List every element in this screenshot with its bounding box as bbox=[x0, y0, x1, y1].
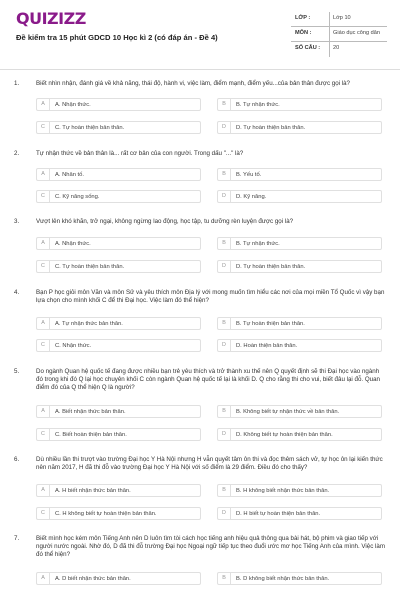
option-text: B. Yếu tố. bbox=[236, 171, 262, 178]
option-text: A. Tự nhận thức bản thân. bbox=[55, 320, 123, 327]
option-text: C. Tự hoàn thiện bản thân. bbox=[55, 124, 125, 131]
question-text: Vượt lên khó khăn, trở ngại, không ngừng lao động, học tập, tu dưỡng rèn luyện được gọi là? bbox=[36, 218, 294, 225]
meta-value: Giáo dục công dân bbox=[333, 30, 380, 36]
option-b[interactable] bbox=[217, 572, 382, 585]
question-number: 5. bbox=[14, 368, 20, 375]
question-number: 3. bbox=[14, 218, 20, 225]
option-text: B. H không biết nhận thức bản thân. bbox=[236, 487, 330, 494]
meta-value: Lớp 10 bbox=[333, 15, 351, 21]
option-text: D. Không biết tự hoàn thiện bản thân. bbox=[236, 431, 333, 438]
option-a[interactable] bbox=[36, 405, 201, 418]
question-number: 6. bbox=[14, 456, 20, 463]
option-text: A. Nhận thức. bbox=[55, 240, 91, 247]
question-number: 2. bbox=[14, 150, 20, 157]
header-divider bbox=[0, 69, 400, 70]
meta-divider bbox=[329, 27, 330, 41]
option-letter: D bbox=[218, 429, 231, 440]
question-text: Biết nhìn nhận, đánh giá về khả năng, thái độ, hành vi, việc làm, điểm mạnh, điểm yếu...của bản thân được gọi là? bbox=[36, 80, 350, 87]
option-letter: B bbox=[218, 573, 231, 584]
option-b[interactable] bbox=[217, 484, 382, 497]
option-letter: D bbox=[218, 191, 231, 202]
option-d[interactable] bbox=[217, 428, 382, 441]
meta-row-count bbox=[291, 42, 387, 57]
option-c[interactable] bbox=[36, 507, 201, 520]
option-d[interactable] bbox=[217, 507, 382, 520]
question-number: 4. bbox=[14, 289, 20, 296]
question-text: Dù nhiều lần thi trượt vào trường Đại học Y Hà Nội nhưng H vẫn quyết tâm ôn thi và đọc thêm sách vở, tự học ôn lại kiến thức nên năm 2017, H đã thi đỗ vào trường Đại học Y Hà Nội với số điểm là 29 điểm. Điều đó cho thấy? bbox=[36, 456, 383, 472]
meta-row-class bbox=[291, 12, 387, 27]
option-a[interactable] bbox=[36, 237, 201, 250]
option-letter: C bbox=[37, 261, 50, 272]
option-d[interactable] bbox=[217, 121, 382, 134]
quizizz-logo: QUIZIZZ bbox=[16, 9, 86, 28]
question-text: Tự nhận thức về bản thân là... rất cơ bản của con người. Trong dấu "..." là? bbox=[36, 150, 244, 157]
option-letter: C bbox=[37, 508, 50, 519]
option-a[interactable] bbox=[36, 168, 201, 181]
option-letter: C bbox=[37, 429, 50, 440]
option-text: C. Kỹ năng sống. bbox=[55, 193, 100, 200]
option-letter: C bbox=[37, 122, 50, 133]
option-d[interactable] bbox=[217, 339, 382, 352]
option-letter: C bbox=[37, 191, 50, 202]
option-text: C. Biết hoàn thiện bản thân. bbox=[55, 431, 127, 438]
option-text: A. Biết nhận thức bản thân. bbox=[55, 408, 126, 415]
option-text: A. Nhận thức. bbox=[55, 101, 91, 108]
question-number: 1. bbox=[14, 80, 20, 87]
option-text: A. H biết nhận thức bản thân. bbox=[55, 487, 131, 494]
option-a[interactable] bbox=[36, 317, 201, 330]
option-letter: A bbox=[37, 406, 50, 417]
option-text: D. Hoàn thiện bản thân. bbox=[236, 342, 298, 349]
option-letter: A bbox=[37, 169, 50, 180]
option-text: A. D biết nhận thức bản thân. bbox=[55, 575, 131, 582]
option-letter: A bbox=[37, 99, 50, 110]
meta-value: 20 bbox=[333, 45, 340, 51]
option-letter: D bbox=[218, 340, 231, 351]
option-text: B. D không biết nhận thức bản thân. bbox=[236, 575, 330, 582]
question-text: Do ngành Quan hệ quốc tế đang được nhiều bạn trẻ yêu thích và trở thành xu thế nên Q quyết định sẽ thi Đại học vào ngành đó trong khi đó Q lại học chuyên khối C còn ngành Quan hệ quốc tế lại là khối D. Q cho rằng thi cho vui, biết đâu lại đỗ. Quan điểm đó của Q thể hiện Q là người? bbox=[36, 368, 380, 392]
option-letter: B bbox=[218, 169, 231, 180]
meta-label: LỚP : bbox=[295, 15, 311, 21]
option-b[interactable] bbox=[217, 237, 382, 250]
option-text: B. Tự nhận thức. bbox=[236, 240, 280, 247]
option-text: C. Nhận thức. bbox=[55, 342, 92, 349]
option-text: D. Tự hoàn thiện bản thân. bbox=[236, 263, 306, 270]
option-text: D. H biết tự hoàn thiện bản thân. bbox=[236, 510, 321, 517]
option-letter: A bbox=[37, 573, 50, 584]
meta-label: SỐ CÂU : bbox=[295, 45, 321, 51]
option-letter: A bbox=[37, 485, 50, 496]
option-letter: C bbox=[37, 340, 50, 351]
option-letter: D bbox=[218, 508, 231, 519]
option-b[interactable] bbox=[217, 98, 382, 111]
option-letter: D bbox=[218, 261, 231, 272]
meta-divider bbox=[329, 42, 330, 57]
option-b[interactable] bbox=[217, 405, 382, 418]
option-b[interactable] bbox=[217, 317, 382, 330]
option-c[interactable] bbox=[36, 428, 201, 441]
question-number: 7. bbox=[14, 535, 20, 542]
option-d[interactable] bbox=[217, 190, 382, 203]
option-text: C. Tự hoàn thiện bản thân. bbox=[55, 263, 125, 270]
option-b[interactable] bbox=[217, 168, 382, 181]
option-letter: A bbox=[37, 238, 50, 249]
option-text: A. Nhân tố. bbox=[55, 171, 85, 178]
option-c[interactable] bbox=[36, 260, 201, 273]
header bbox=[0, 0, 400, 66]
option-c[interactable] bbox=[36, 190, 201, 203]
option-letter: A bbox=[37, 318, 50, 329]
meta-row-subject bbox=[291, 27, 387, 42]
meta-label: MÔN : bbox=[295, 30, 312, 36]
option-a[interactable] bbox=[36, 572, 201, 585]
page-title: Đề kiểm tra 15 phút GDCD 10 Học kì 2 (có đáp án - Đề 4) bbox=[16, 33, 218, 42]
question-text: Bạn P học giỏi môn Văn và môn Sử và yêu thích môn Địa lý với mong muốn tìm hiểu các nơi của mọi miền Tổ Quốc vì vậy bạn lựa chọn cho mình khối C để thi Đại học. Việc làm đó thể hiện? bbox=[36, 289, 385, 305]
option-text: B. Không biết tự nhận thức về bản thân. bbox=[236, 408, 340, 415]
option-d[interactable] bbox=[217, 260, 382, 273]
option-letter: B bbox=[218, 485, 231, 496]
option-text: C. H không biết tự hoàn thiện bản thân. bbox=[55, 510, 157, 517]
meta-divider bbox=[329, 12, 330, 26]
option-text: D. Tự hoàn thiện bản thân. bbox=[236, 124, 306, 131]
option-c[interactable] bbox=[36, 339, 201, 352]
option-a[interactable] bbox=[36, 98, 201, 111]
option-letter: D bbox=[218, 122, 231, 133]
option-letter: B bbox=[218, 238, 231, 249]
option-letter: B bbox=[218, 318, 231, 329]
question-text: Biết mình học kém môn Tiếng Anh nên D luôn tìm tòi cách học tiếng anh hiệu quả thông qua bài hát, bộ phim và giao tiếp với người nước ngoài. Nhờ đó, D đã thi đỗ trường Đại học Ngoại ngữ tiếp tục theo đuổi ước mơ học Tiếng Anh của mình. Việc làm đó thể hiện? bbox=[36, 535, 385, 559]
option-letter: B bbox=[218, 406, 231, 417]
meta-box bbox=[291, 12, 387, 57]
option-a[interactable] bbox=[36, 484, 201, 497]
option-text: B. Tự nhận thức. bbox=[236, 101, 280, 108]
option-text: D. Kỹ năng. bbox=[236, 193, 267, 200]
option-c[interactable] bbox=[36, 121, 201, 134]
option-letter: B bbox=[218, 99, 231, 110]
option-text: B. Tự hoàn thiện bản thân. bbox=[236, 320, 305, 327]
